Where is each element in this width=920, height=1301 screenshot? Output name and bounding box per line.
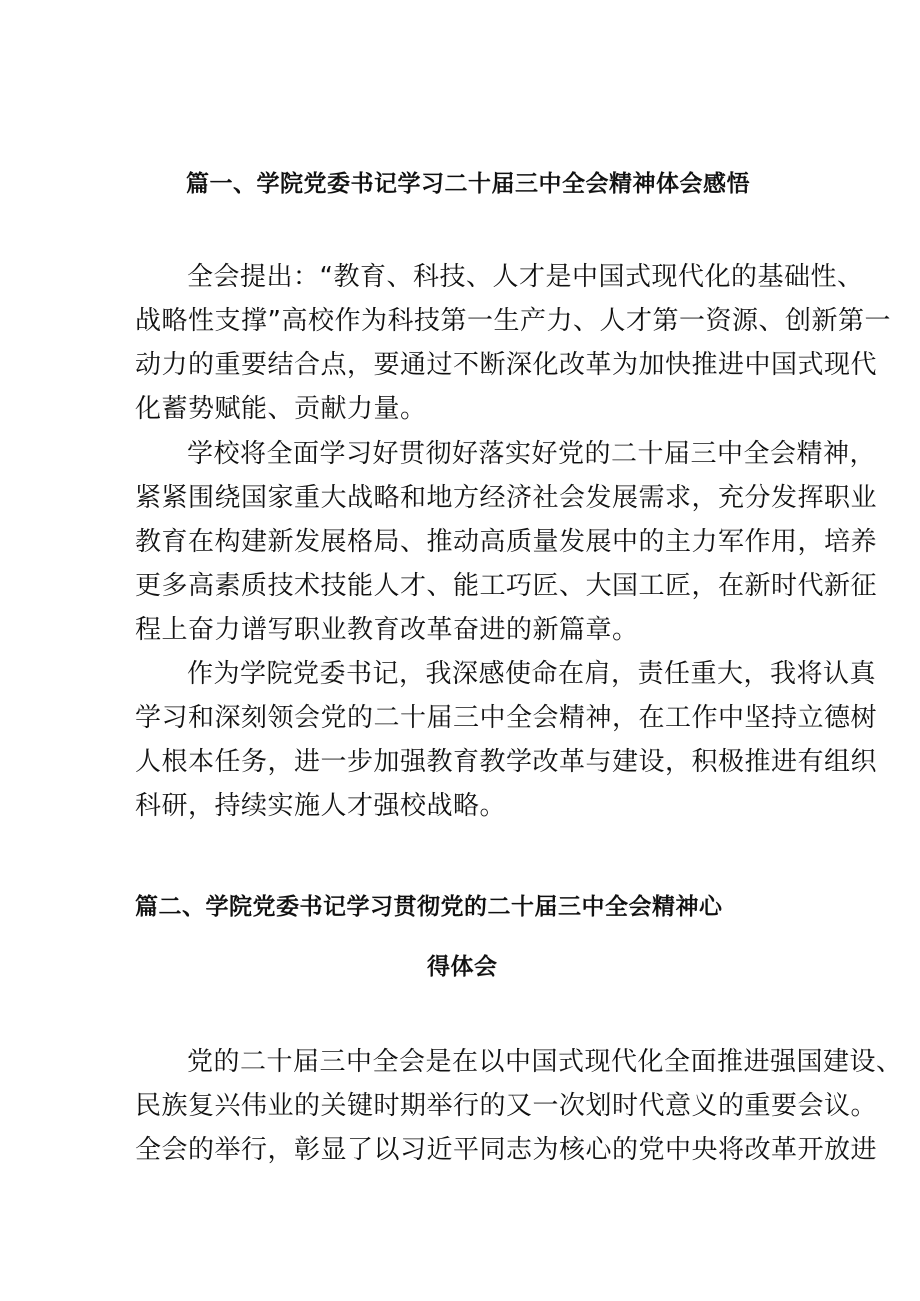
text-line: 程上奋力谱写职业教育改革奋进的新篇章。 bbox=[135, 615, 639, 645]
text-line: 作为学院党委书记，我深感使命在肩，责任重大，我将认真 bbox=[187, 659, 877, 689]
text-line: 化蓄势赋能、贡献力量。 bbox=[135, 394, 427, 424]
section1-paragraph-3 bbox=[135, 652, 878, 828]
section2-paragraph-1 bbox=[135, 1040, 903, 1172]
text-line: 学习和深刻领会党的二十届三中全会精神，在工作中坚持立德树 bbox=[135, 703, 878, 733]
text-line: 全会的举行，彰显了以习近平同志为核心的党中央将改革开放进 bbox=[135, 1135, 878, 1165]
text-line: 党的二十届三中全会是在以中国式现代化全面推进强国建设、 bbox=[187, 1047, 903, 1077]
section1-paragraph-2 bbox=[135, 432, 878, 652]
text-line: 学校将全面学习好贯彻好落实好党的二十届三中全会精神， bbox=[187, 439, 877, 469]
section1-paragraph-1 bbox=[135, 255, 891, 431]
text-line: 民族复兴伟业的关键时期举行的又一次划时代意义的重要会议。 bbox=[135, 1091, 878, 1121]
text-line: 人根本任务，进一步加强教育教学改革与建设，积极推进有组织 bbox=[135, 747, 878, 777]
text-line: 紧紧围绕国家重大战略和地方经济社会发展需求，充分发挥职业 bbox=[135, 483, 878, 513]
text-line: 科研，持续实施人才强校战略。 bbox=[135, 791, 507, 821]
section2-title-line-1: 篇二、学院党委书记学习贯彻党的二十届三中全会精神心 bbox=[135, 894, 723, 920]
text-line: 全会提出：“教育、科技、人才是中国式现代化的基础性、 bbox=[187, 262, 864, 292]
section2-title-line-2: 得体会 bbox=[427, 954, 498, 980]
text-line: 动力的重要结合点，要通过不断深化改革为加快推进中国式现代 bbox=[135, 350, 878, 380]
text-line: 教育在构建新发展格局、推动高质量发展中的主力军作用，培养 bbox=[135, 527, 878, 557]
section1-title: 篇一、学院党委书记学习二十届三中全会精神体会感悟 bbox=[186, 171, 750, 197]
text-line: 更多高素质技术技能人才、能工巧匠、大国工匠，在新时代新征 bbox=[135, 571, 878, 601]
text-line: 战略性支撑”高校作为科技第一生产力、人才第一资源、创新第一 bbox=[135, 306, 891, 336]
